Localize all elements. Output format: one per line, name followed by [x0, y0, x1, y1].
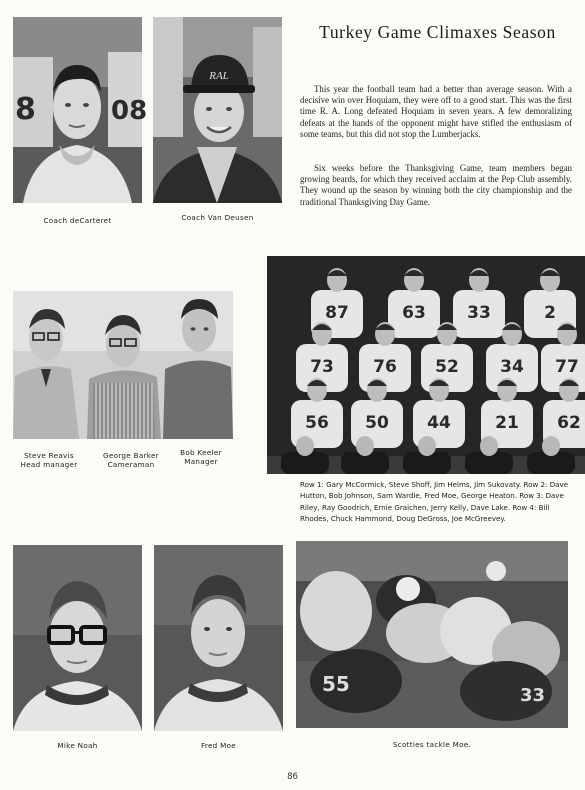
svg-text:8: 8: [15, 92, 36, 127]
photo-tackle: [296, 541, 568, 728]
photo-fred-moe: [154, 545, 283, 731]
article-title: Turkey Game Climaxes Season: [319, 22, 556, 42]
team-jersey-number: 21: [495, 413, 519, 433]
team-front-row-head: [296, 436, 314, 456]
team-front-row-head: [480, 436, 498, 456]
photo-mike-noah: [13, 545, 142, 731]
cap-letters: RAL: [209, 70, 229, 82]
team-jersey-number: 73: [310, 357, 334, 377]
photo-coach-van-deusen: [153, 17, 282, 203]
team-jersey-number: 77: [555, 357, 579, 377]
caption-fred-moe: Fred Moe: [200, 741, 237, 750]
team-jersey-number: 2: [544, 303, 556, 323]
caption-mike-noah: Mike Noah: [57, 741, 98, 750]
photo-coach-decarteret: [13, 17, 148, 203]
caption-manager-3: Bob Keeler Manager: [180, 448, 222, 466]
page-number: 86: [287, 772, 298, 782]
team-front-row-head: [418, 436, 436, 456]
caption-coach-decarteret: Coach deCarteret: [43, 216, 112, 225]
team-jersey-number: 76: [373, 357, 397, 377]
team-jersey-number: 87: [325, 303, 349, 323]
team-front-row-head: [356, 436, 374, 456]
team-jersey-number: 33: [467, 303, 491, 323]
team-jersey-number: 63: [402, 303, 426, 323]
team-jersey-number: 62: [557, 413, 581, 433]
team-front-row-head: [542, 436, 560, 456]
team-jersey-number: 50: [365, 413, 389, 433]
team-jersey-number: 34: [500, 357, 524, 377]
tackle-jersey-55: 55: [322, 672, 350, 696]
caption-coach-van-deusen: Coach Van Deusen: [181, 213, 254, 222]
caption-tackle: Scotties tackle Moe.: [392, 740, 472, 749]
team-jersey-number: 44: [427, 413, 451, 433]
article-paragraph-1: This year the football team had a better than average season. With a decisive win over Hoquiam, they were off to a good start. This was the first time R. A. Long defeated Hoquiam in seven years. A few demoralizing defeats at the hands of the opponent might have stifled the enthusiasm of some teams, but this did not stop the Lumberjacks.: [300, 84, 572, 139]
team-jersey-number: 52: [435, 357, 459, 377]
caption-manager-2: George Barker Cameraman: [103, 451, 159, 469]
article-paragraph-2: Six weeks before the Thanksgiving Game, team members began growing beards, for which they received acclaim at the Pep Club assembly. They wound up the season by winning both the city championship and the traditional Thanksgiving Day Game.: [300, 163, 572, 207]
photo-managers: [13, 291, 233, 439]
tackle-jersey-33: 33: [520, 685, 546, 706]
svg-text:08: 08: [111, 96, 148, 126]
photo-team: [267, 256, 585, 474]
team-jersey-number: 56: [305, 413, 329, 433]
caption-manager-1: Steve Reavis Head manager: [20, 451, 78, 469]
team-caption: Row 1: Gary McCormick, Steve Shoff, Jim Helms, Jim Sukovaty. Row 2: Dave Hutton, Bob Johnson, Sam Wardle, Fred Moe, George Heaton. Row 3: Dave Riley, Ray Goodrich, Ernie Graichen, Jerry Kelly, Dave Lake. Row 4: Bill Rhodes, Chuck Hammond, Doug DeGross, Joe McGreevey.: [300, 480, 569, 523]
